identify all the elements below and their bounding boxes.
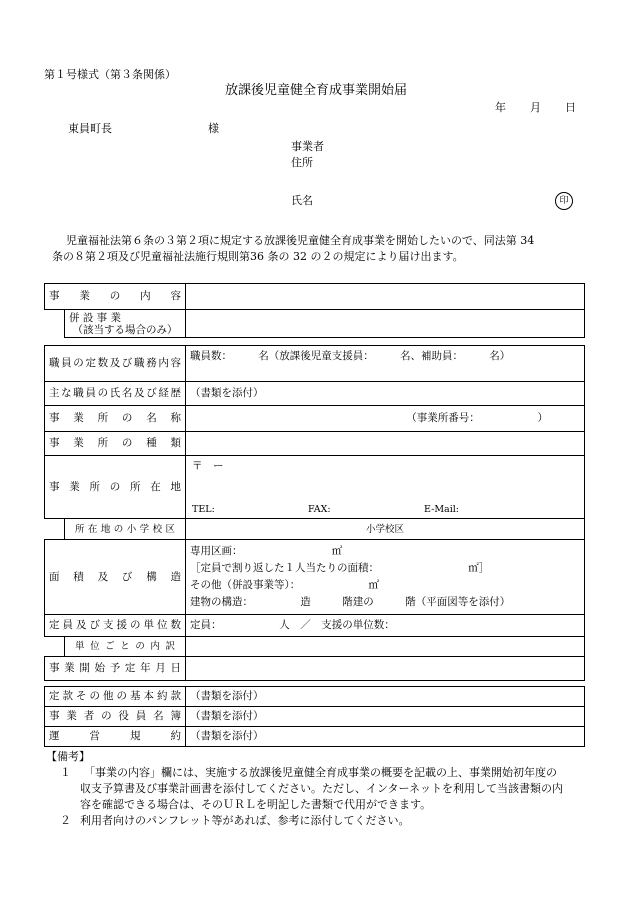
building-structure: 建物の構造： 造 階建の 階（平面図等を添付）: [190, 596, 511, 608]
unit-breakdown-label: 単 位 ご と の 内 訳: [65, 637, 186, 657]
note-1-number: １: [60, 766, 71, 779]
tel-label: TEL:: [192, 504, 215, 515]
dedicated-area: 専用区画： ㎡: [190, 545, 343, 557]
notes-heading: 【備考】: [46, 750, 90, 763]
form-number: 第１号様式（第３条関係）: [44, 68, 176, 81]
fax-label: FAX:: [308, 504, 331, 515]
intro-line-2: 条の８第２項及び児童福祉法施行規則第36 条の 32 の２の規定により届け出ます。: [52, 250, 464, 263]
capacity-label: 定員及び支援の単位数: [45, 615, 186, 637]
note-1-line-2: 収支予算書及び事業計画書を添付してください。ただし、インターネットを利用して当該書類の内: [80, 782, 564, 795]
office-name-field[interactable]: [186, 406, 585, 432]
business-content-label: 事 業 の 内 容: [45, 284, 186, 310]
note-1-line-1: 「事業の内容」欄には、実施する放課後児童健全育成事業の概要を記載の上、事業開始初年度の: [84, 766, 557, 779]
email-label: E-Mail:: [424, 504, 459, 515]
attachments-table: [44, 686, 585, 747]
office-type-field[interactable]: [186, 432, 585, 456]
date-month: 月: [530, 101, 541, 114]
document-title: 放課後児童健全育成事業開始届: [225, 83, 408, 98]
business-content-table: [44, 283, 585, 338]
note-1-line-3: 容を確認できる場合は、そのＵＲＬを明記した書類で代用ができます。: [80, 798, 432, 811]
main-staff-field[interactable]: （書類を添付）: [186, 382, 585, 406]
address-label: 住所: [291, 156, 313, 169]
officers-label: 事 業 者 の 役 員 名 簿: [45, 707, 186, 727]
office-type-label: 事 業 所 の 種 類: [45, 432, 186, 456]
note-2-line-1: 利用者向けのパンフレット等があれば、参考に添付してください。: [80, 814, 410, 827]
seal-mark: 印: [555, 192, 573, 210]
joint-business-title: 併 設 事 業: [69, 311, 122, 324]
addressee: 東員町長: [68, 122, 112, 135]
unit-breakdown-field[interactable]: [186, 637, 585, 657]
start-date-label: 事業開始予定年月日: [45, 657, 186, 681]
area-per-person: ［定員で割り返した１人当たりの面積： ㎡］: [190, 562, 490, 574]
office-location-label: 事 業 所 の 所 在 地: [45, 456, 186, 519]
rules-field[interactable]: （書類を添付）: [186, 727, 585, 747]
joint-business-field[interactable]: [186, 310, 585, 338]
office-name-label: 事 業 所 の 名 称: [45, 406, 186, 432]
details-table: [44, 345, 585, 681]
articles-field[interactable]: （書類を添付）: [186, 687, 585, 707]
area-structure-field[interactable]: [186, 540, 585, 615]
date-day: 日: [565, 101, 576, 114]
postal-code: 〒 ー: [192, 460, 224, 472]
office-number: （事業所番号： ）: [406, 412, 548, 424]
area-structure-label: 面 積 及 び 構 造: [45, 540, 186, 615]
honorific: 様: [208, 122, 219, 135]
capacity-field[interactable]: 定員： 人 ／ 支援の単位数：: [186, 615, 585, 637]
date-year: 年: [495, 101, 506, 114]
business-content-field[interactable]: [186, 284, 585, 310]
other-area: その他（併設事業等）： ㎡: [190, 579, 379, 591]
note-2-number: ２: [60, 814, 71, 827]
officers-field[interactable]: （書類を添付）: [186, 707, 585, 727]
operator-label: 事業者: [291, 140, 324, 153]
main-staff-label: 主な職員の氏名及び経歴: [45, 382, 186, 406]
office-location-field[interactable]: [186, 456, 585, 519]
school-district-field[interactable]: 小学校区: [186, 519, 585, 540]
name-label: 氏名: [291, 194, 313, 207]
articles-label: 定款その他の基本約款: [45, 687, 186, 707]
intro-line-1: 児童福祉法第６条の３第２項に規定する放課後児童健全育成事業を開始したいので、同法第 34: [66, 234, 535, 247]
rules-label: 運 営 規 約: [45, 727, 186, 747]
staff-field[interactable]: 職員数： 名（放課後児童支援員： 名、補助員： 名）: [186, 346, 585, 382]
joint-business-label: [65, 310, 186, 338]
joint-business-note: （該当する場合のみ）: [72, 323, 178, 336]
staff-label: 職員の定数及び職務内容: [45, 346, 186, 382]
school-district-label: 所 在 地 の 小 学 校 区: [65, 519, 186, 540]
start-date-field[interactable]: [186, 657, 585, 681]
